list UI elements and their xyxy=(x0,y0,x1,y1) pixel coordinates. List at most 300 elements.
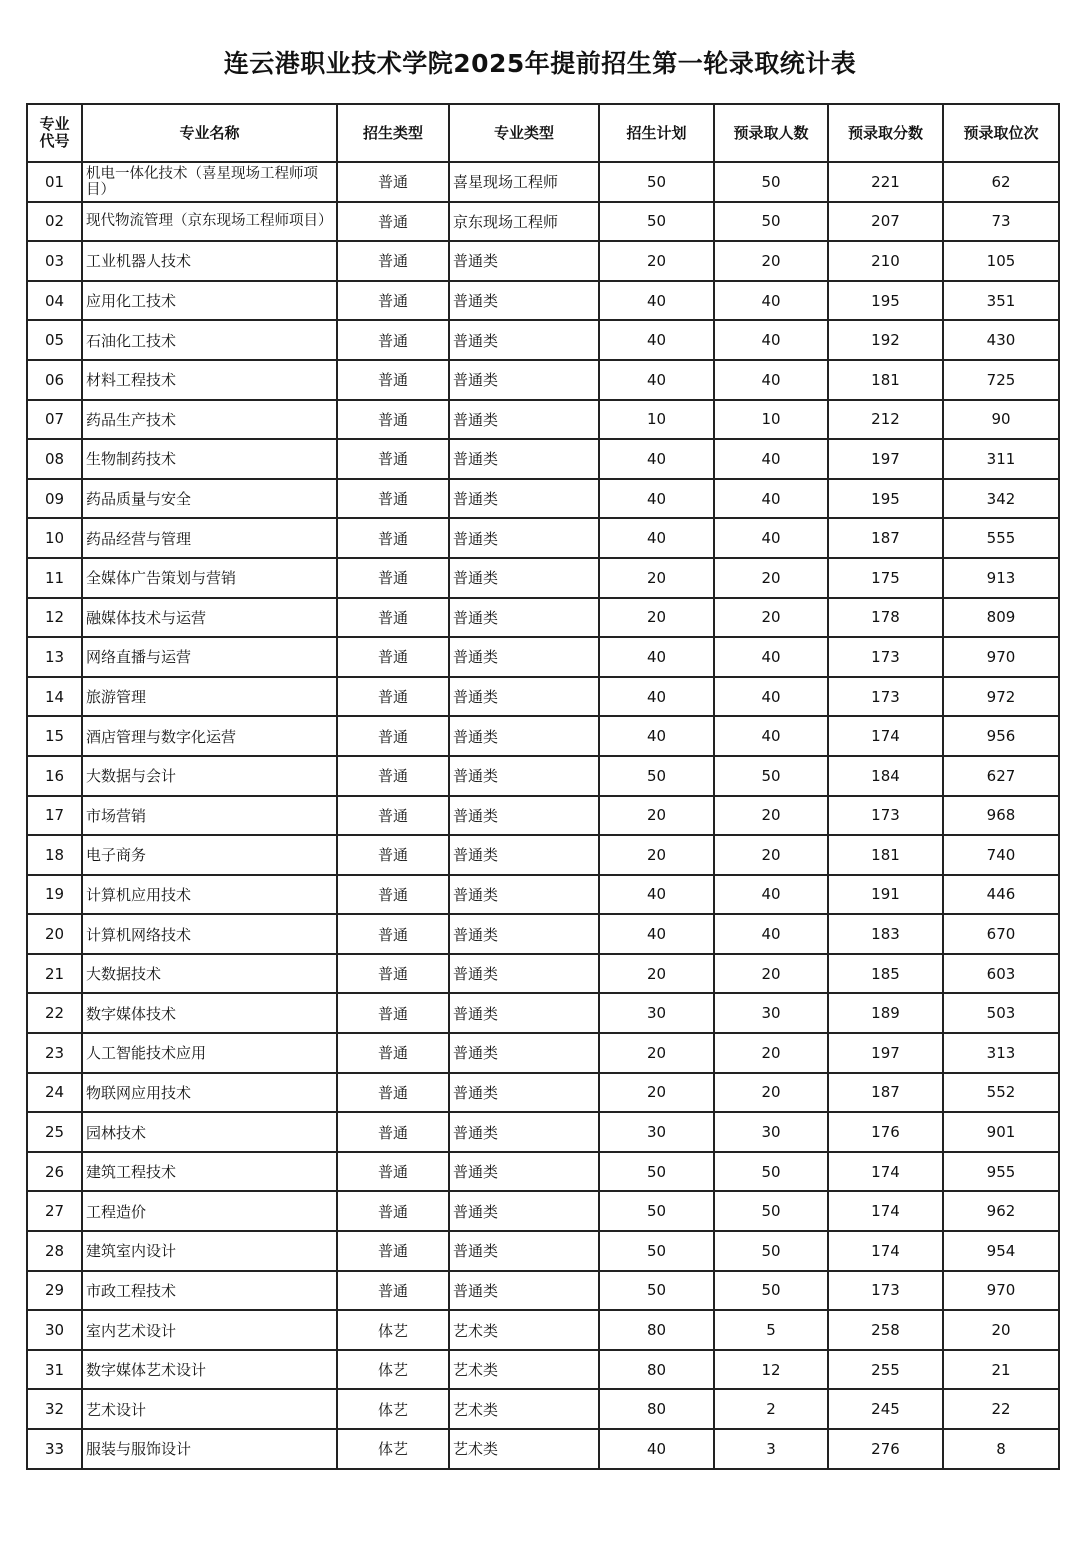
cell-major-name: 融媒体技术与运营 xyxy=(82,598,337,638)
cell-pre-admit-rank: 351 xyxy=(943,281,1059,321)
cell-major-type: 艺术类 xyxy=(449,1350,599,1390)
table-row xyxy=(27,1033,1059,1073)
cell-major-code: 24 xyxy=(27,1073,82,1113)
table-row xyxy=(27,320,1059,360)
cell-pre-admit-count: 12 xyxy=(714,1350,828,1390)
table-row xyxy=(27,400,1059,440)
cell-enroll-plan: 20 xyxy=(599,796,714,836)
cell-major-code: 21 xyxy=(27,954,82,994)
cell-major-name: 石油化工技术 xyxy=(82,320,337,360)
cell-major-name: 药品质量与安全 xyxy=(82,479,337,519)
cell-pre-admit-rank: 22 xyxy=(943,1389,1059,1429)
cell-major-type: 普通类 xyxy=(449,558,599,598)
cell-major-name: 药品生产技术 xyxy=(82,400,337,440)
cell-major-code: 19 xyxy=(27,875,82,915)
cell-pre-admit-count: 40 xyxy=(714,875,828,915)
cell-enroll-plan: 50 xyxy=(599,162,714,202)
cell-pre-admit-rank: 342 xyxy=(943,479,1059,519)
cell-enroll-plan: 20 xyxy=(599,598,714,638)
cell-pre-admit-count: 3 xyxy=(714,1429,828,1469)
cell-enroll-type: 普通 xyxy=(337,716,449,756)
cell-pre-admit-score: 175 xyxy=(828,558,943,598)
cell-pre-admit-score: 207 xyxy=(828,202,943,242)
cell-major-name: 建筑工程技术 xyxy=(82,1152,337,1192)
cell-pre-admit-score: 174 xyxy=(828,1231,943,1271)
cell-enroll-plan: 20 xyxy=(599,835,714,875)
cell-major-code: 27 xyxy=(27,1191,82,1231)
cell-major-name: 全媒体广告策划与营销 xyxy=(82,558,337,598)
cell-enroll-type: 普通 xyxy=(337,954,449,994)
cell-pre-admit-count: 5 xyxy=(714,1310,828,1350)
cell-major-type: 普通类 xyxy=(449,756,599,796)
cell-major-name: 工业机器人技术 xyxy=(82,241,337,281)
cell-major-name: 数字媒体技术 xyxy=(82,993,337,1033)
cell-major-code: 12 xyxy=(27,598,82,638)
cell-pre-admit-score: 173 xyxy=(828,1271,943,1311)
cell-pre-admit-rank: 962 xyxy=(943,1191,1059,1231)
cell-enroll-type: 普通 xyxy=(337,400,449,440)
cell-major-code: 30 xyxy=(27,1310,82,1350)
cell-pre-admit-score: 178 xyxy=(828,598,943,638)
table-row xyxy=(27,637,1059,677)
cell-pre-admit-count: 40 xyxy=(714,914,828,954)
cell-pre-admit-rank: 311 xyxy=(943,439,1059,479)
cell-enroll-type: 普通 xyxy=(337,1033,449,1073)
cell-major-type: 喜星现场工程师 xyxy=(449,162,599,202)
table-row xyxy=(27,1152,1059,1192)
cell-enroll-plan: 40 xyxy=(599,914,714,954)
cell-major-type: 普通类 xyxy=(449,875,599,915)
cell-pre-admit-count: 40 xyxy=(714,479,828,519)
cell-pre-admit-rank: 552 xyxy=(943,1073,1059,1113)
cell-pre-admit-rank: 555 xyxy=(943,518,1059,558)
cell-pre-admit-rank: 968 xyxy=(943,796,1059,836)
cell-pre-admit-count: 20 xyxy=(714,1033,828,1073)
cell-pre-admit-score: 183 xyxy=(828,914,943,954)
cell-enroll-plan: 40 xyxy=(599,518,714,558)
cell-major-type: 普通类 xyxy=(449,1152,599,1192)
cell-pre-admit-rank: 670 xyxy=(943,914,1059,954)
cell-enroll-plan: 50 xyxy=(599,1271,714,1311)
cell-enroll-plan: 40 xyxy=(599,716,714,756)
cell-enroll-type: 体艺 xyxy=(337,1350,449,1390)
cell-pre-admit-count: 50 xyxy=(714,1152,828,1192)
cell-pre-admit-score: 192 xyxy=(828,320,943,360)
table-row xyxy=(27,1271,1059,1311)
table-row xyxy=(27,439,1059,479)
cell-major-code: 14 xyxy=(27,677,82,717)
table-row xyxy=(27,598,1059,638)
cell-pre-admit-count: 50 xyxy=(714,1191,828,1231)
cell-enroll-type: 普通 xyxy=(337,993,449,1033)
cell-enroll-type: 普通 xyxy=(337,637,449,677)
cell-major-type: 普通类 xyxy=(449,281,599,321)
cell-major-code: 11 xyxy=(27,558,82,598)
table-body xyxy=(27,162,1059,1469)
cell-pre-admit-score: 191 xyxy=(828,875,943,915)
cell-pre-admit-count: 50 xyxy=(714,756,828,796)
cell-major-code: 07 xyxy=(27,400,82,440)
cell-enroll-plan: 40 xyxy=(599,1429,714,1469)
cell-enroll-type: 普通 xyxy=(337,162,449,202)
table-row xyxy=(27,1429,1059,1469)
table-row xyxy=(27,558,1059,598)
cell-pre-admit-count: 20 xyxy=(714,796,828,836)
cell-pre-admit-count: 30 xyxy=(714,993,828,1033)
cell-major-type: 普通类 xyxy=(449,716,599,756)
cell-pre-admit-rank: 901 xyxy=(943,1112,1059,1152)
cell-pre-admit-rank: 972 xyxy=(943,677,1059,717)
table-row xyxy=(27,875,1059,915)
cell-major-type: 普通类 xyxy=(449,320,599,360)
cell-pre-admit-count: 40 xyxy=(714,439,828,479)
cell-pre-admit-count: 50 xyxy=(714,162,828,202)
cell-pre-admit-score: 197 xyxy=(828,439,943,479)
cell-pre-admit-score: 181 xyxy=(828,835,943,875)
cell-major-name: 服装与服饰设计 xyxy=(82,1429,337,1469)
cell-enroll-type: 普通 xyxy=(337,1073,449,1113)
header-enroll-plan: 招生计划 xyxy=(599,104,714,162)
cell-major-name: 酒店管理与数字化运营 xyxy=(82,716,337,756)
header-pre-admit-count: 预录取人数 xyxy=(714,104,828,162)
cell-enroll-type: 普通 xyxy=(337,1191,449,1231)
cell-major-name: 大数据与会计 xyxy=(82,756,337,796)
cell-enroll-type: 体艺 xyxy=(337,1429,449,1469)
cell-major-type: 普通类 xyxy=(449,914,599,954)
cell-enroll-plan: 50 xyxy=(599,756,714,796)
cell-enroll-plan: 30 xyxy=(599,993,714,1033)
table-row xyxy=(27,1389,1059,1429)
cell-pre-admit-score: 189 xyxy=(828,993,943,1033)
header-major-name: 专业名称 xyxy=(82,104,337,162)
cell-pre-admit-rank: 20 xyxy=(943,1310,1059,1350)
cell-enroll-plan: 40 xyxy=(599,360,714,400)
cell-enroll-type: 普通 xyxy=(337,439,449,479)
cell-major-type: 艺术类 xyxy=(449,1429,599,1469)
cell-enroll-plan: 20 xyxy=(599,241,714,281)
table-row xyxy=(27,241,1059,281)
cell-pre-admit-rank: 970 xyxy=(943,637,1059,677)
cell-major-type: 京东现场工程师 xyxy=(449,202,599,242)
header-row xyxy=(27,104,1059,162)
cell-pre-admit-score: 221 xyxy=(828,162,943,202)
cell-pre-admit-score: 174 xyxy=(828,1152,943,1192)
cell-enroll-type: 普通 xyxy=(337,241,449,281)
header-major-type: 专业类型 xyxy=(449,104,599,162)
cell-major-name: 室内艺术设计 xyxy=(82,1310,337,1350)
cell-major-type: 普通类 xyxy=(449,1271,599,1311)
cell-enroll-plan: 40 xyxy=(599,320,714,360)
table-row xyxy=(27,993,1059,1033)
cell-major-code: 33 xyxy=(27,1429,82,1469)
cell-pre-admit-score: 187 xyxy=(828,1073,943,1113)
cell-major-type: 普通类 xyxy=(449,1112,599,1152)
cell-pre-admit-rank: 603 xyxy=(943,954,1059,994)
cell-pre-admit-rank: 954 xyxy=(943,1231,1059,1271)
cell-pre-admit-count: 40 xyxy=(714,716,828,756)
table-row xyxy=(27,1350,1059,1390)
table-row xyxy=(27,1191,1059,1231)
cell-major-code: 06 xyxy=(27,360,82,400)
cell-major-name: 数字媒体艺术设计 xyxy=(82,1350,337,1390)
cell-enroll-type: 普通 xyxy=(337,598,449,638)
cell-pre-admit-count: 20 xyxy=(714,241,828,281)
cell-enroll-type: 普通 xyxy=(337,360,449,400)
cell-enroll-plan: 80 xyxy=(599,1350,714,1390)
cell-major-name: 人工智能技术应用 xyxy=(82,1033,337,1073)
cell-major-name: 物联网应用技术 xyxy=(82,1073,337,1113)
cell-pre-admit-count: 40 xyxy=(714,518,828,558)
cell-major-type: 普通类 xyxy=(449,677,599,717)
cell-pre-admit-score: 210 xyxy=(828,241,943,281)
cell-enroll-plan: 40 xyxy=(599,875,714,915)
cell-major-type: 艺术类 xyxy=(449,1310,599,1350)
table-row xyxy=(27,1073,1059,1113)
table-row xyxy=(27,518,1059,558)
cell-major-code: 03 xyxy=(27,241,82,281)
cell-pre-admit-score: 185 xyxy=(828,954,943,994)
cell-major-name: 旅游管理 xyxy=(82,677,337,717)
cell-enroll-type: 普通 xyxy=(337,281,449,321)
cell-major-name: 大数据技术 xyxy=(82,954,337,994)
cell-major-code: 16 xyxy=(27,756,82,796)
cell-major-type: 普通类 xyxy=(449,360,599,400)
cell-enroll-type: 普通 xyxy=(337,1152,449,1192)
cell-pre-admit-score: 176 xyxy=(828,1112,943,1152)
header-enroll-type: 招生类型 xyxy=(337,104,449,162)
cell-major-type: 普通类 xyxy=(449,954,599,994)
admission-table xyxy=(26,103,1060,1470)
cell-major-code: 32 xyxy=(27,1389,82,1429)
cell-major-type: 艺术类 xyxy=(449,1389,599,1429)
cell-pre-admit-rank: 8 xyxy=(943,1429,1059,1469)
cell-enroll-plan: 80 xyxy=(599,1310,714,1350)
cell-enroll-plan: 50 xyxy=(599,1231,714,1271)
cell-enroll-type: 普通 xyxy=(337,835,449,875)
cell-pre-admit-score: 184 xyxy=(828,756,943,796)
cell-pre-admit-score: 212 xyxy=(828,400,943,440)
cell-pre-admit-score: 245 xyxy=(828,1389,943,1429)
cell-pre-admit-rank: 725 xyxy=(943,360,1059,400)
cell-pre-admit-rank: 809 xyxy=(943,598,1059,638)
cell-enroll-plan: 50 xyxy=(599,1152,714,1192)
cell-pre-admit-rank: 21 xyxy=(943,1350,1059,1390)
cell-pre-admit-score: 187 xyxy=(828,518,943,558)
cell-major-code: 22 xyxy=(27,993,82,1033)
cell-pre-admit-score: 195 xyxy=(828,479,943,519)
cell-pre-admit-score: 195 xyxy=(828,281,943,321)
cell-pre-admit-rank: 970 xyxy=(943,1271,1059,1311)
cell-major-name: 材料工程技术 xyxy=(82,360,337,400)
cell-enroll-type: 普通 xyxy=(337,1112,449,1152)
cell-major-code: 25 xyxy=(27,1112,82,1152)
header-pre-admit-score: 预录取分数 xyxy=(828,104,943,162)
cell-major-name: 药品经营与管理 xyxy=(82,518,337,558)
cell-major-code: 10 xyxy=(27,518,82,558)
cell-major-code: 29 xyxy=(27,1271,82,1311)
table-row xyxy=(27,1310,1059,1350)
cell-major-type: 普通类 xyxy=(449,598,599,638)
cell-enroll-type: 普通 xyxy=(337,202,449,242)
cell-pre-admit-score: 181 xyxy=(828,360,943,400)
cell-major-name: 网络直播与运营 xyxy=(82,637,337,677)
cell-pre-admit-rank: 446 xyxy=(943,875,1059,915)
cell-pre-admit-count: 40 xyxy=(714,637,828,677)
cell-pre-admit-score: 173 xyxy=(828,677,943,717)
cell-major-name: 艺术设计 xyxy=(82,1389,337,1429)
cell-pre-admit-score: 174 xyxy=(828,1191,943,1231)
cell-enroll-plan: 40 xyxy=(599,439,714,479)
cell-major-type: 普通类 xyxy=(449,439,599,479)
cell-pre-admit-count: 10 xyxy=(714,400,828,440)
cell-enroll-type: 体艺 xyxy=(337,1389,449,1429)
cell-major-code: 23 xyxy=(27,1033,82,1073)
cell-pre-admit-count: 40 xyxy=(714,360,828,400)
table-row xyxy=(27,1231,1059,1271)
cell-major-code: 05 xyxy=(27,320,82,360)
table-row xyxy=(27,835,1059,875)
table-row xyxy=(27,162,1059,202)
cell-enroll-type: 普通 xyxy=(337,914,449,954)
cell-major-type: 普通类 xyxy=(449,400,599,440)
cell-enroll-plan: 40 xyxy=(599,281,714,321)
cell-major-code: 18 xyxy=(27,835,82,875)
cell-enroll-plan: 40 xyxy=(599,479,714,519)
cell-pre-admit-score: 276 xyxy=(828,1429,943,1469)
cell-enroll-type: 体艺 xyxy=(337,1310,449,1350)
cell-pre-admit-rank: 627 xyxy=(943,756,1059,796)
cell-enroll-plan: 10 xyxy=(599,400,714,440)
cell-pre-admit-rank: 740 xyxy=(943,835,1059,875)
cell-major-code: 04 xyxy=(27,281,82,321)
cell-major-name: 园林技术 xyxy=(82,1112,337,1152)
cell-major-type: 普通类 xyxy=(449,241,599,281)
cell-pre-admit-rank: 62 xyxy=(943,162,1059,202)
cell-pre-admit-count: 50 xyxy=(714,1231,828,1271)
cell-major-name: 工程造价 xyxy=(82,1191,337,1231)
table-row xyxy=(27,677,1059,717)
cell-pre-admit-rank: 913 xyxy=(943,558,1059,598)
cell-enroll-plan: 20 xyxy=(599,1073,714,1113)
cell-major-name: 电子商务 xyxy=(82,835,337,875)
table-row xyxy=(27,796,1059,836)
cell-major-type: 普通类 xyxy=(449,1231,599,1271)
cell-enroll-type: 普通 xyxy=(337,756,449,796)
cell-pre-admit-count: 2 xyxy=(714,1389,828,1429)
cell-major-code: 26 xyxy=(27,1152,82,1192)
cell-enroll-type: 普通 xyxy=(337,558,449,598)
cell-major-type: 普通类 xyxy=(449,518,599,558)
cell-pre-admit-count: 20 xyxy=(714,1073,828,1113)
cell-pre-admit-score: 197 xyxy=(828,1033,943,1073)
cell-major-code: 20 xyxy=(27,914,82,954)
cell-pre-admit-rank: 90 xyxy=(943,400,1059,440)
cell-pre-admit-count: 20 xyxy=(714,598,828,638)
cell-enroll-type: 普通 xyxy=(337,1231,449,1271)
cell-major-code: 13 xyxy=(27,637,82,677)
cell-pre-admit-count: 50 xyxy=(714,1271,828,1311)
cell-major-name: 建筑室内设计 xyxy=(82,1231,337,1271)
cell-pre-admit-rank: 313 xyxy=(943,1033,1059,1073)
cell-pre-admit-score: 173 xyxy=(828,637,943,677)
cell-enroll-type: 普通 xyxy=(337,875,449,915)
cell-major-code: 02 xyxy=(27,202,82,242)
cell-major-name: 机电一体化技术（喜星现场工程师项目） xyxy=(82,162,337,202)
cell-enroll-type: 普通 xyxy=(337,796,449,836)
cell-major-code: 08 xyxy=(27,439,82,479)
cell-major-name: 应用化工技术 xyxy=(82,281,337,321)
cell-major-type: 普通类 xyxy=(449,835,599,875)
cell-enroll-plan: 20 xyxy=(599,558,714,598)
cell-enroll-plan: 40 xyxy=(599,677,714,717)
cell-major-type: 普通类 xyxy=(449,796,599,836)
cell-enroll-plan: 50 xyxy=(599,1191,714,1231)
table-row xyxy=(27,914,1059,954)
cell-major-name: 市场营销 xyxy=(82,796,337,836)
cell-major-code: 01 xyxy=(27,162,82,202)
cell-major-name: 计算机应用技术 xyxy=(82,875,337,915)
cell-major-code: 09 xyxy=(27,479,82,519)
cell-major-type: 普通类 xyxy=(449,637,599,677)
cell-enroll-type: 普通 xyxy=(337,479,449,519)
cell-pre-admit-count: 40 xyxy=(714,677,828,717)
cell-pre-admit-count: 30 xyxy=(714,1112,828,1152)
table-row xyxy=(27,1112,1059,1152)
cell-pre-admit-rank: 105 xyxy=(943,241,1059,281)
cell-major-code: 15 xyxy=(27,716,82,756)
cell-enroll-plan: 20 xyxy=(599,954,714,994)
cell-enroll-plan: 20 xyxy=(599,1033,714,1073)
cell-pre-admit-rank: 73 xyxy=(943,202,1059,242)
cell-pre-admit-count: 20 xyxy=(714,954,828,994)
cell-major-type: 普通类 xyxy=(449,479,599,519)
cell-pre-admit-score: 258 xyxy=(828,1310,943,1350)
cell-major-type: 普通类 xyxy=(449,1073,599,1113)
cell-pre-admit-count: 50 xyxy=(714,202,828,242)
table-row xyxy=(27,756,1059,796)
page-title: 连云港职业技术学院2025年提前招生第一轮录取统计表 xyxy=(223,49,857,78)
table-row xyxy=(27,479,1059,519)
cell-enroll-type: 普通 xyxy=(337,518,449,558)
cell-major-name: 现代物流管理（京东现场工程师项目） xyxy=(82,202,337,242)
table-row xyxy=(27,281,1059,321)
cell-major-code: 17 xyxy=(27,796,82,836)
cell-enroll-plan: 80 xyxy=(599,1389,714,1429)
cell-major-type: 普通类 xyxy=(449,993,599,1033)
table-row xyxy=(27,716,1059,756)
cell-pre-admit-score: 255 xyxy=(828,1350,943,1390)
table-row xyxy=(27,202,1059,242)
cell-enroll-type: 普通 xyxy=(337,320,449,360)
cell-major-name: 计算机网络技术 xyxy=(82,914,337,954)
cell-pre-admit-count: 20 xyxy=(714,558,828,598)
cell-pre-admit-count: 20 xyxy=(714,835,828,875)
cell-enroll-type: 普通 xyxy=(337,677,449,717)
cell-enroll-plan: 40 xyxy=(599,637,714,677)
cell-pre-admit-rank: 503 xyxy=(943,993,1059,1033)
cell-pre-admit-rank: 955 xyxy=(943,1152,1059,1192)
cell-pre-admit-score: 174 xyxy=(828,716,943,756)
cell-enroll-plan: 50 xyxy=(599,202,714,242)
cell-pre-admit-count: 40 xyxy=(714,320,828,360)
cell-pre-admit-rank: 956 xyxy=(943,716,1059,756)
table-row xyxy=(27,954,1059,994)
cell-major-type: 普通类 xyxy=(449,1033,599,1073)
header-major-code: 专业代号 xyxy=(27,104,82,162)
cell-pre-admit-count: 40 xyxy=(714,281,828,321)
cell-major-name: 市政工程技术 xyxy=(82,1271,337,1311)
cell-major-code: 31 xyxy=(27,1350,82,1390)
